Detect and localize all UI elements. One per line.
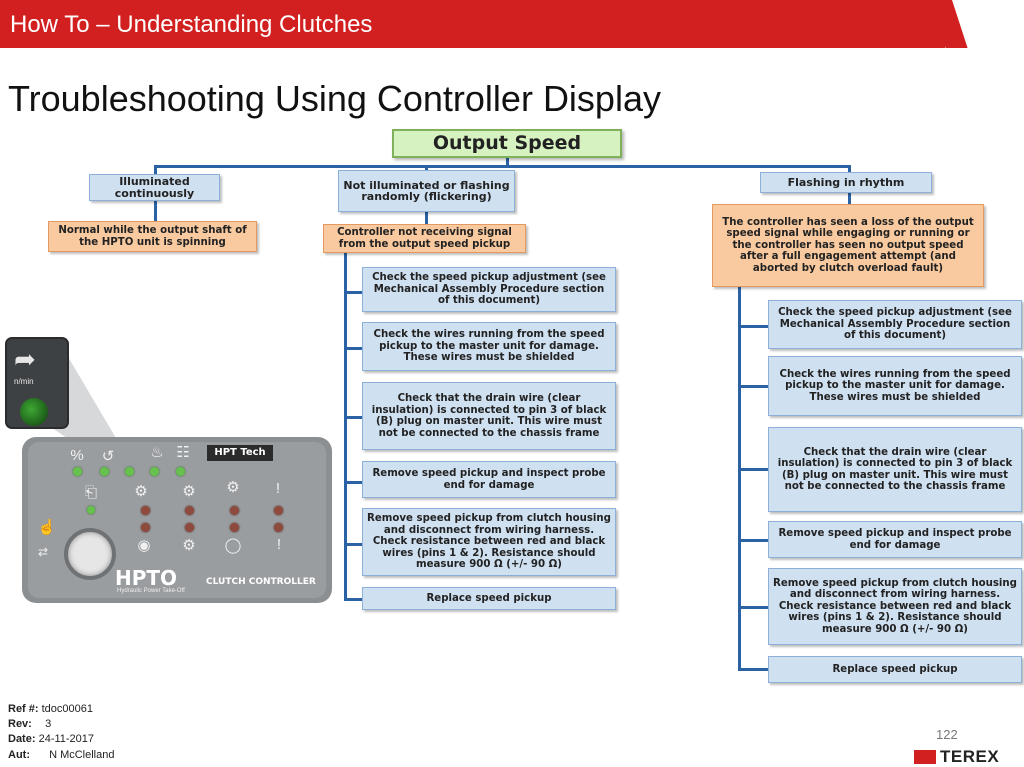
controller-model: HPTO: [115, 566, 178, 590]
header-title: How To – Understanding Clutches: [10, 11, 373, 38]
connector-stub: [344, 347, 362, 350]
indicator-led-green: [20, 398, 48, 426]
controller-label: CLUTCH CONTROLLER: [206, 577, 316, 587]
connector-stub: [738, 668, 768, 671]
slide-title: Troubleshooting Using Controller Display: [8, 78, 661, 119]
alert-icon: !: [276, 536, 282, 553]
check-middle-3: Check that the drain wire (clear insulation) is connected to pin 3 of black (B) plug on master unit. This wire must not be connected to the chassis frame: [362, 382, 616, 450]
rev-line: [8, 718, 51, 730]
led-red: [185, 523, 194, 532]
branch-label-flashing-rhythm: Flashing in rhythm: [760, 172, 932, 193]
check-right-4: Remove speed pickup and inspect probe end for damage: [768, 521, 1022, 558]
date-label: Date:: [8, 733, 36, 745]
led-red: [274, 506, 283, 515]
connector-spine-middle: [344, 252, 347, 601]
warning-icon: !: [275, 480, 281, 497]
page-number: 122: [936, 727, 958, 742]
check-right-1: Check the speed pickup adjustment (see Mechanical Assembly Procedure section of this document): [768, 300, 1022, 349]
led-green: [176, 467, 185, 476]
controller-tagline: Hydraulic Power Take-Off: [117, 588, 185, 594]
indicator-unit-label: n/min: [14, 377, 34, 386]
check-middle-6: Replace speed pickup: [362, 587, 616, 610]
terex-logo-mark: [914, 750, 936, 764]
check-middle-4: Remove speed pickup and inspect probe end for damage: [362, 461, 616, 498]
gear-icon: ⚙: [226, 479, 240, 496]
ref-line: [8, 703, 93, 715]
gear-icon: ⚙: [134, 483, 148, 500]
connector-stub: [738, 468, 768, 471]
led-red: [274, 523, 283, 532]
controller-brand-logo: HPT Tech: [207, 445, 273, 461]
ref-label: Ref #:: [8, 703, 39, 715]
led-green: [125, 467, 134, 476]
mode-button: [64, 528, 116, 580]
ref-value: tdoc00061: [41, 703, 94, 715]
branch-result-flashing-rhythm: The controller has seen a loss of the output speed signal while engaging or running or the controller has seen no output speed after a full engagement attempt (and aborted by clutch overload fault): [712, 204, 984, 287]
gear-icon: ⚙: [182, 483, 196, 500]
author-label: Aut:: [8, 749, 30, 761]
mode-icon: ⇄: [37, 545, 49, 559]
branch-label-illuminated: Illuminated continuously: [89, 174, 220, 201]
check-right-5: Remove speed pickup from clutch housing and disconnect from wiring harness. Check resistance between red and black wires (pins 1 & 2). Resistance should measure 900 Ω (+/- 90 Ω): [768, 568, 1022, 645]
led-green: [100, 467, 109, 476]
check-middle-2: Check the wires running from the speed pickup to the master unit for damage. These wires must be shielded: [362, 322, 616, 371]
check-middle-5: Remove speed pickup from clutch housing and disconnect from wiring harness. Check resistance between red and black wires (pins 1 & 2). Resistance should measure 900 Ω (+/- 90 Ω): [362, 508, 616, 576]
connector-stub: [344, 543, 362, 546]
root-node-output-speed: Output Speed: [392, 129, 622, 158]
connector-branch3-down: [848, 193, 851, 204]
check-right-3: Check that the drain wire (clear insulation) is connected to pin 3 of black (B) plug on master unit. This wire must not be connected to the chassis frame: [768, 427, 1022, 512]
brake-icon: ◉: [137, 537, 151, 554]
led-red: [185, 506, 194, 515]
check-right-6: Replace speed pickup: [768, 656, 1022, 683]
connector-stub: [344, 481, 362, 484]
speed-icon: ↺: [101, 448, 115, 465]
pressure-icon: ◯: [224, 537, 242, 554]
check-middle-1: Check the speed pickup adjustment (see Mechanical Assembly Procedure section of this document): [362, 267, 616, 312]
connector-stub: [344, 416, 362, 419]
connector-stub: [738, 539, 768, 542]
percent-icon: %: [70, 447, 84, 464]
connector-stub: [344, 598, 362, 601]
thermometer-icon: ♨: [150, 444, 164, 461]
led-red: [230, 506, 239, 515]
date-value: 24-11-2017: [38, 733, 95, 745]
led-green: [150, 467, 159, 476]
connector-branch2-down: [425, 212, 428, 224]
rev-value: 3: [45, 718, 52, 730]
rev-label: Rev:: [8, 718, 32, 730]
connector-stub: [344, 291, 362, 294]
network-icon: ☷: [176, 444, 190, 461]
connector-stub: [738, 606, 768, 609]
led-green: [73, 467, 82, 476]
author-value: N McClelland: [49, 749, 115, 761]
led-red: [141, 506, 150, 515]
check-right-2: Check the wires running from the speed pickup to the master unit for damage. These wires must be shielded: [768, 356, 1022, 416]
connector-stub: [738, 385, 768, 388]
connector-spine-right: [738, 286, 741, 670]
led-green: [87, 506, 95, 514]
hand-icon: ☝: [37, 519, 57, 536]
author-line: [8, 749, 114, 761]
plug-icon: ⎗: [84, 484, 97, 501]
speed-sensor-icon: ➦: [14, 344, 36, 374]
connector-stub: [738, 325, 768, 328]
date-line: [8, 733, 94, 745]
branch-result-not-illuminated: Controller not receiving signal from the output speed pickup: [323, 224, 526, 253]
gauge-icon: ⚙: [182, 537, 196, 554]
branch-result-illuminated: Normal while the output shaft of the HPTO unit is spinning: [48, 221, 257, 252]
terex-logo: TEREX: [940, 747, 1000, 766]
branch-label-not-illuminated: Not illuminated or flashing randomly (flickering): [338, 170, 515, 212]
led-red: [141, 523, 150, 532]
led-red: [230, 523, 239, 532]
